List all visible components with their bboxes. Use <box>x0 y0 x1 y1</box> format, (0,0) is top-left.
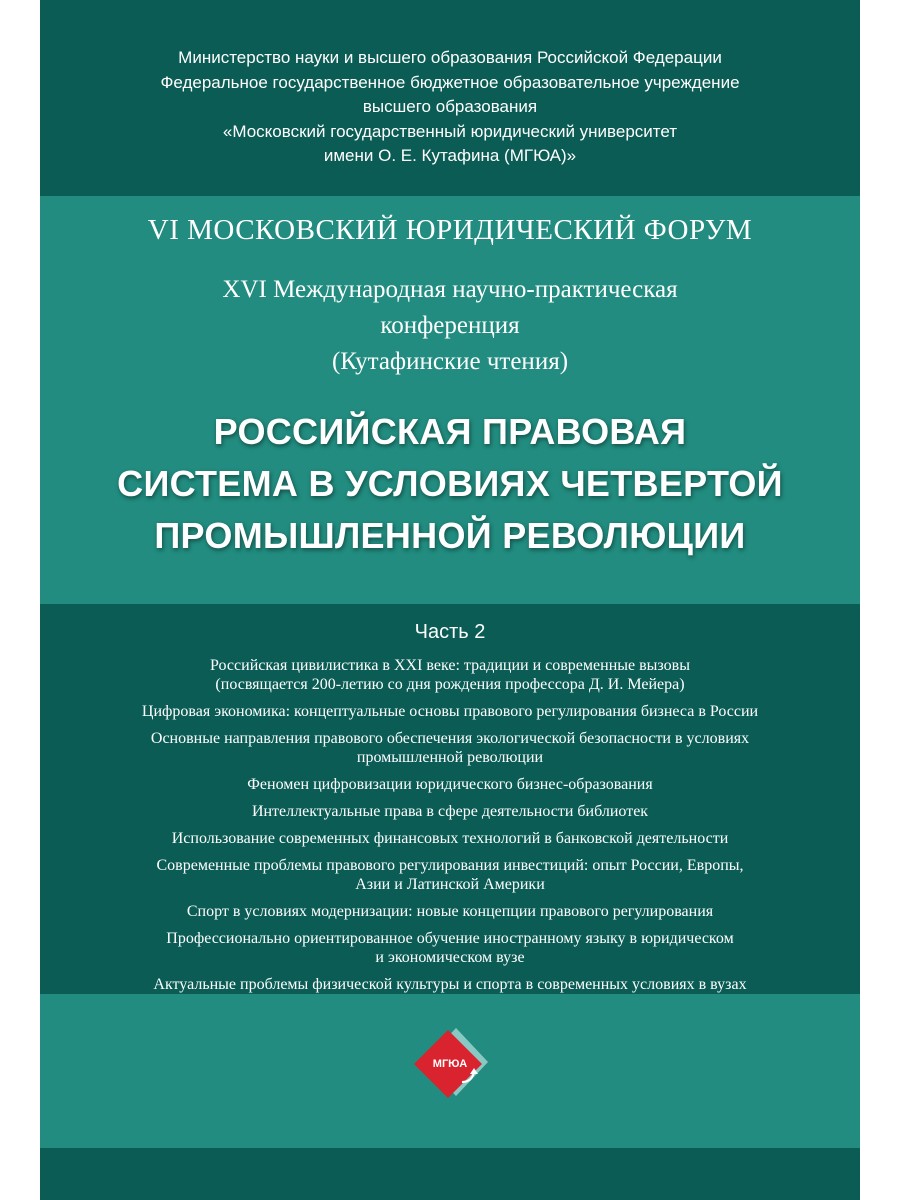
ministry-block <box>40 46 860 169</box>
book-cover <box>40 0 860 1200</box>
topic-item <box>80 856 820 894</box>
topic-line: Современные проблемы правового регулирования инвестиций: опыт России, Европы, <box>156 857 744 874</box>
ministry-line: имени О. Е. Кутафина (МГЮА)» <box>323 146 577 165</box>
ministry-line: высшего образования <box>362 97 538 116</box>
topic-line: промышленной революции <box>356 749 544 766</box>
topic-line: Интеллектуальные права в сфере деятельности библиотек <box>251 803 649 820</box>
topic-item <box>80 775 820 794</box>
publisher-band <box>40 0 860 196</box>
topic-item <box>80 975 820 994</box>
forum-title: VI МОСКОВСКИЙ ЮРИДИЧЕСКИЙ ФОРУМ <box>147 214 753 246</box>
book-title-line: ПРОМЫШЛЕННОЙ РЕВОЛЮЦИИ <box>154 515 746 556</box>
book-title-line: РОССИЙСКАЯ ПРАВОВАЯ <box>213 411 687 452</box>
ministry-line: «Московский государственный юридический университет <box>222 121 678 141</box>
topics-list <box>80 656 820 1002</box>
logo-band <box>40 994 860 1148</box>
topic-item <box>80 902 820 921</box>
book-title-line: СИСТЕМА В УСЛОВИЯХ ЧЕТВЕРТОЙ <box>117 463 783 504</box>
topic-item <box>80 929 820 967</box>
logo-text: МГЮА <box>432 1058 468 1070</box>
title-band <box>40 196 860 604</box>
conference-line: XVI Международная научно-практическая <box>222 276 678 303</box>
topic-line: Феномен цифровизации юридического бизнес-образования <box>247 776 653 793</box>
ministry-line: Федеральное государственное бюджетное образовательное учреждение <box>160 72 740 92</box>
topic-item <box>80 729 820 767</box>
topic-item <box>80 702 820 721</box>
topic-line: Российская цивилистика в XXI веке: традиции и современные вызовы <box>210 657 690 674</box>
topic-item <box>80 802 820 821</box>
conference-title <box>40 272 860 380</box>
topic-line: Спорт в условиях модернизации: новые концепции правового регулирования <box>186 903 714 920</box>
topic-line: Цифровая экономика: концептуальные основы правового регулирования бизнеса в России <box>141 703 759 720</box>
part-label: Часть 2 <box>414 621 486 643</box>
topic-line: (посвящается 200-летию со дня рождения профессора Д. И. Мейера) <box>215 676 685 693</box>
topic-line: Использование современных финансовых технологий в банковской деятельности <box>171 830 729 847</box>
topic-item <box>80 829 820 848</box>
topic-line: Азии и Латинской Америки <box>355 876 545 893</box>
ministry-line: Министерство науки и высшего образования Российской Федерации <box>178 48 722 67</box>
topic-line: Актуальные проблемы физической культуры и спорта в современных условиях в вузах <box>153 976 747 993</box>
book-title <box>40 406 860 562</box>
topic-item <box>80 656 820 694</box>
topic-line: Основные направления правового обеспечения экологической безопасности в условиях <box>150 730 750 747</box>
topic-line: Профессионально ориентированное обучение иностранному языку в юридическом <box>166 930 734 947</box>
conference-line: (Кутафинские чтения) <box>331 348 569 375</box>
mgua-logo <box>410 1024 490 1104</box>
contents-band <box>40 604 860 994</box>
topic-line: и экономическом вузе <box>375 949 525 966</box>
conference-line: конференция <box>380 312 520 339</box>
